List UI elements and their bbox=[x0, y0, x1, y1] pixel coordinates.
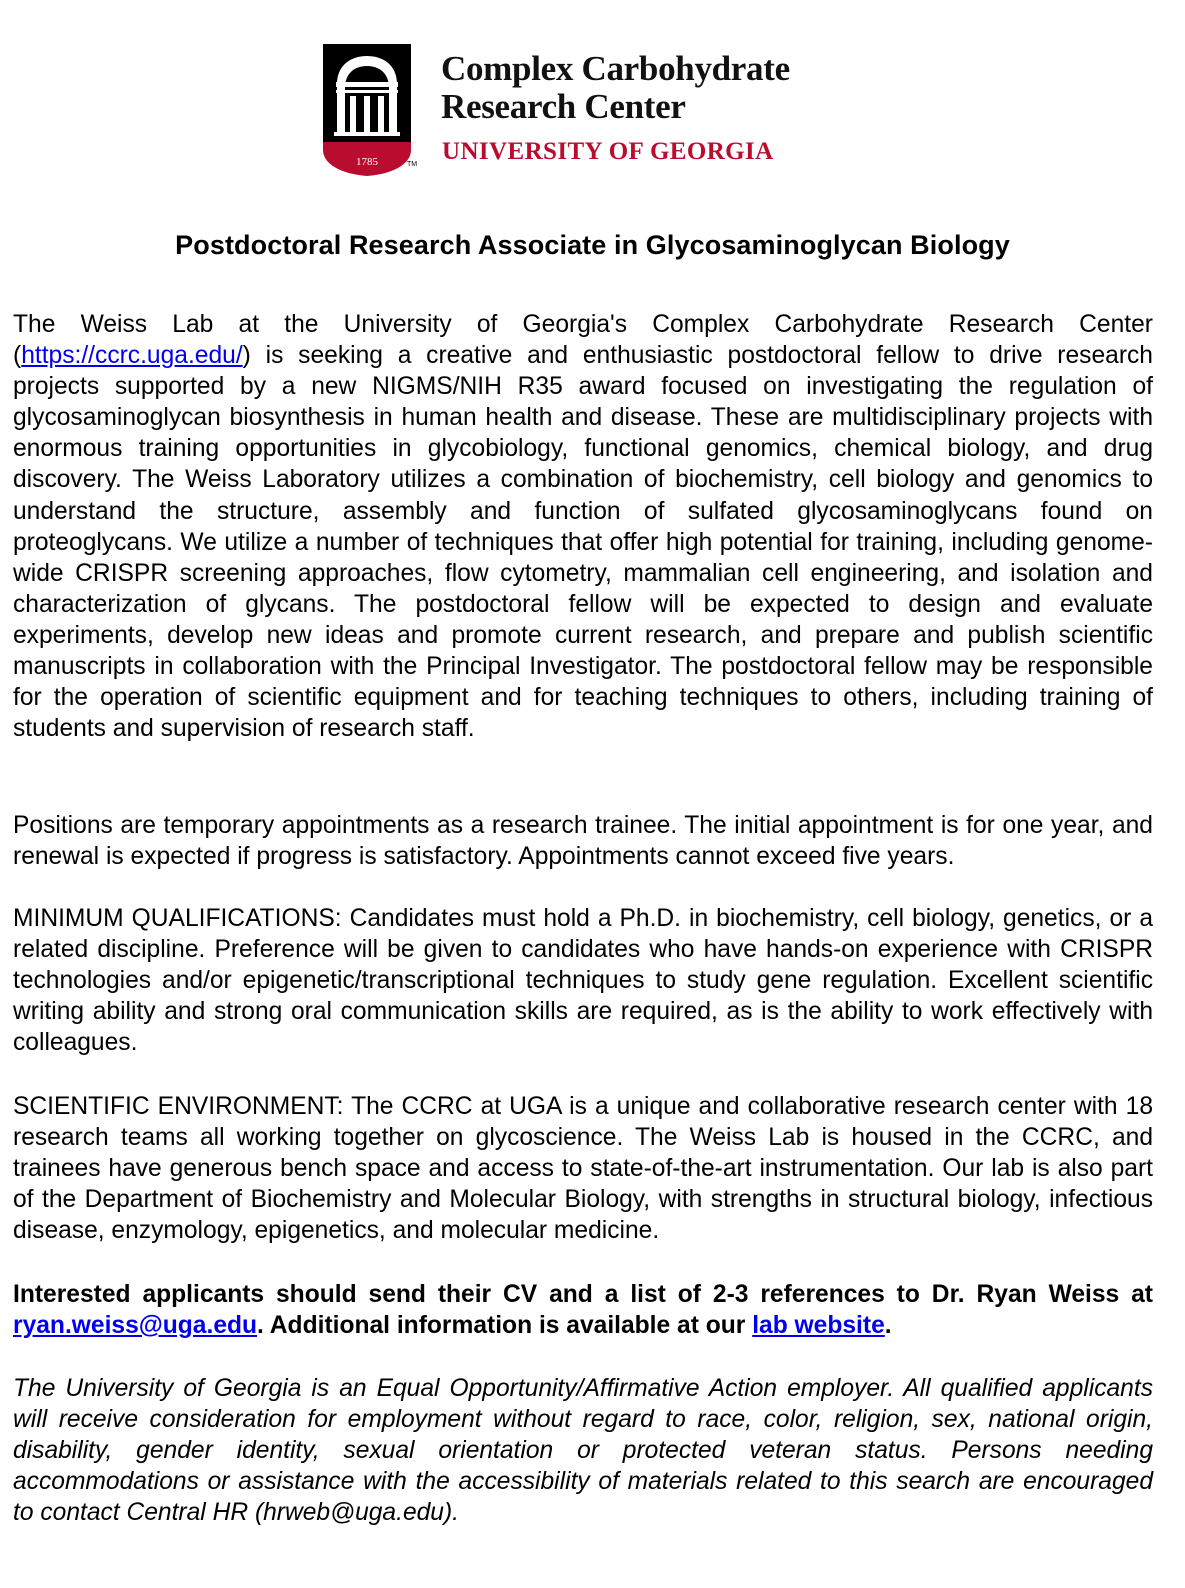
center-name bbox=[441, 50, 790, 126]
university-name: UNIVERSITY OF GEORGIA bbox=[442, 138, 774, 165]
trademark-mark: TM bbox=[407, 161, 418, 168]
center-name-line2: Research Center bbox=[441, 87, 686, 126]
header bbox=[323, 44, 863, 179]
apply-text-1: Interested applicants should send their CV and a list of 2-3 references to Dr. Ryan Weiss at bbox=[13, 1281, 1153, 1308]
apply-paragraph bbox=[13, 1279, 1153, 1341]
environment-paragraph: SCIENTIFIC ENVIRONMENT: The CCRC at UGA is a unique and collaborative research center with 18 research teams all working together on glycoscience. The Weiss Lab is housed in the CCRC, and trainees have generous bench space and access to state-of-the-art instrumentation. Our lab is also part of the Department of Biochemistry and Molecular Biology, with strengths in structural biology, infectious disease, enzymology, epigenetics, and molecular medicine. bbox=[13, 1093, 1153, 1245]
intro-text-after: ) is seeking a creative and enthusiastic postdoctoral fellow to drive research projects supported by a new NIGMS/NIH R35 award focused on investigating the regulation of glycosaminoglycan biosynthesis in human health and disease. These are multidisciplinary projects with enormous training opportunities in glycobiology, functional genomics, chemical biology, and drug discovery. The Weiss Laboratory utilizes a combination of biochemistry, cell biology and genomics to understand the structure, assembly and function of sulfated glycosaminoglycans found on proteoglycans. We utilize a number of techniques that offer high potential for training, including genome-wide CRISPR screening approaches, flow cytometry, mammalian cell engineering, and isolation and characterization of glycans. The postdoctoral fellow will be expected to design and evaluate experiments, develop new ideas and promote current research, and prepare and publish scientific manuscripts in collaboration with the Principal Investigator. The postdoctoral fellow may be responsible for the operation of scientific equipment and for teaching techniques to others, including training of students and supervision of research staff. bbox=[13, 342, 1153, 743]
qualifications-paragraph: MINIMUM QUALIFICATIONS: Candidates must hold a Ph.D. in biochemistry, cell biology, genetics, or a related discipline. Preference will be given to candidates who have hands-on experience with CRISPR technologies and/or epigenetic/transcriptional techniques to study gene regulation. Excellent scientific writing ability and strong oral communication skills are required, as is the ability to work effectively with colleagues. bbox=[13, 905, 1153, 1057]
ccrc-website-link[interactable]: https://ccrc.uga.edu/ bbox=[21, 342, 243, 370]
center-name-line1: Complex Carbohydrate bbox=[441, 49, 790, 88]
eeo-statement: The University of Georgia is an Equal Opportunity/Affirmative Action employer. All qualified applicants will receive consideration for employment without regard to race, color, religion, sex, national origin, disability, gender identity, sexual orientation or protected veteran status. Persons needing accommodations or assistance with the accessibility of materials related to this search are encouraged to contact Central HR (hrweb@uga.edu). bbox=[13, 1375, 1153, 1527]
positions-paragraph: Positions are temporary appointments as a research trainee. The initial appointment is for one year, and renewal is expected if progress is satisfactory. Appointments cannot exceed five years. bbox=[13, 812, 1153, 871]
intro-text-before: The Weiss Lab at the University of Georgia's Complex Carbohydrate Research Center ( bbox=[13, 311, 1153, 370]
uga-arch-logo-icon bbox=[323, 44, 411, 176]
intro-paragraph bbox=[13, 309, 1153, 744]
logo-year: 1785 bbox=[356, 156, 378, 168]
apply-text-2: . Additional information is available at our bbox=[257, 1312, 753, 1340]
lab-website-link[interactable]: lab website bbox=[752, 1312, 885, 1340]
apply-text-3: . bbox=[884, 1312, 892, 1340]
email-link[interactable]: ryan.weiss@uga.edu bbox=[13, 1312, 258, 1340]
page-title: Postdoctoral Research Associate in Glycosaminoglycan Biology bbox=[175, 230, 1010, 260]
